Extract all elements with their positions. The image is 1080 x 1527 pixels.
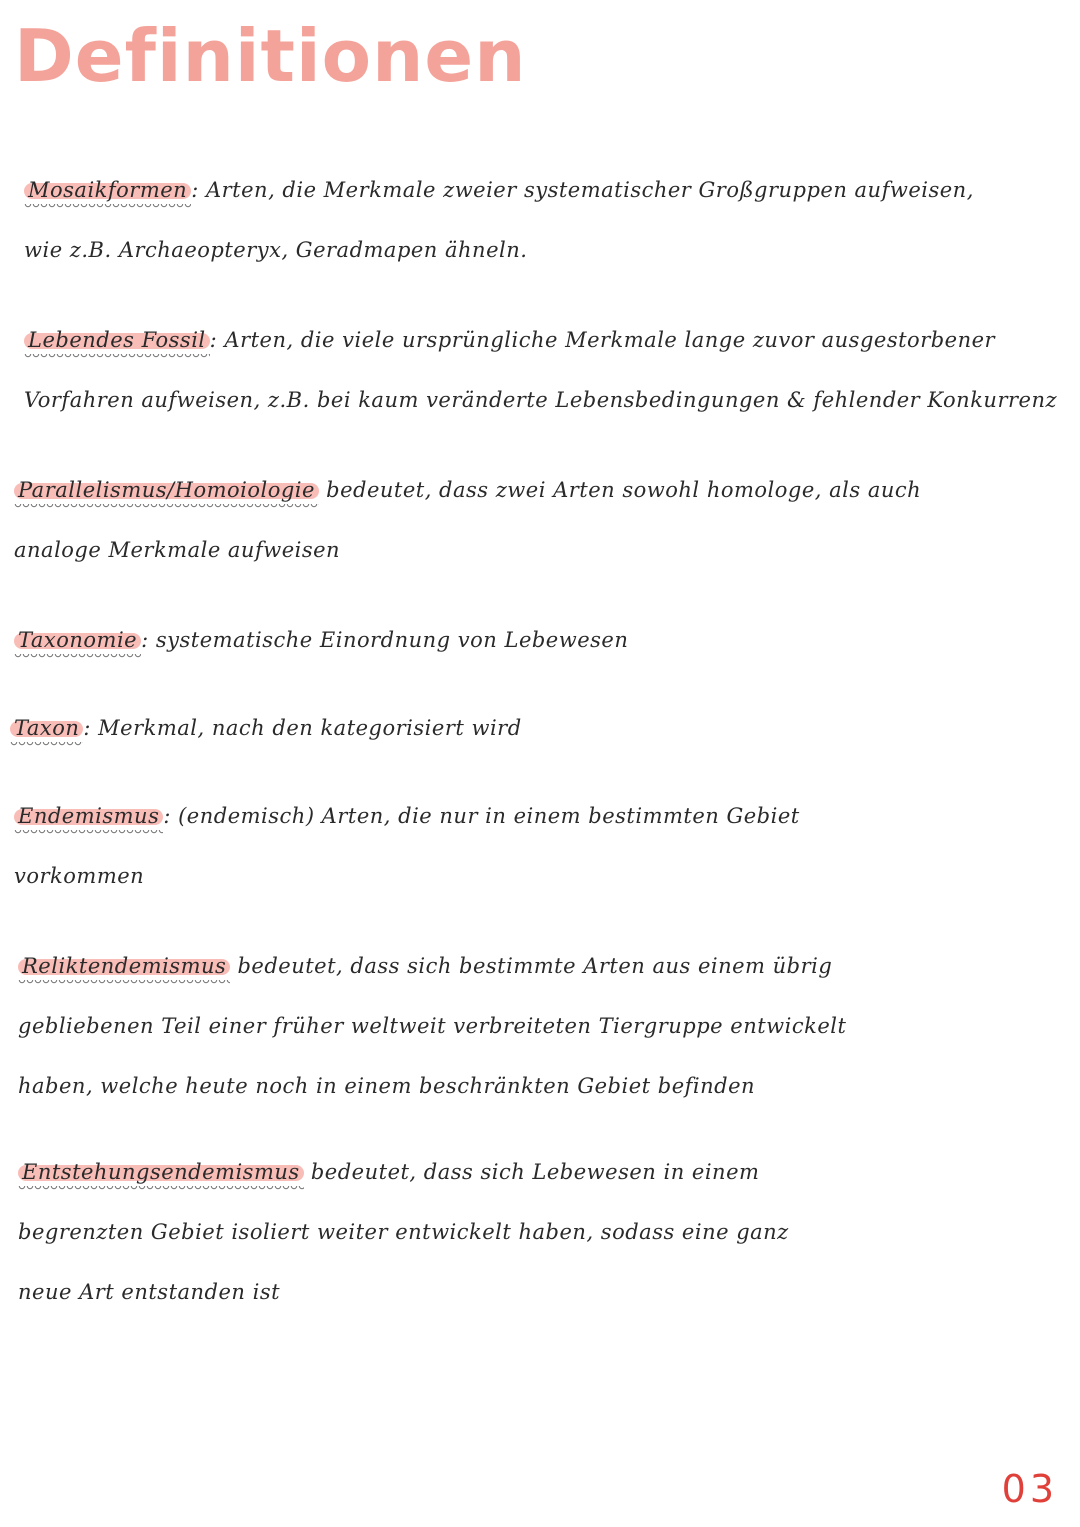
definition-line — [10, 698, 1080, 758]
definition-line — [24, 160, 1080, 220]
definition-text: analoge Merkmale aufweisen — [14, 538, 341, 562]
definition-text: vorkommen — [14, 864, 145, 888]
definition-reliktendemismus — [0, 936, 1080, 1116]
definition-text: : systematische Einordnung von Lebewesen — [141, 628, 629, 652]
definition-term: Mosaikformen — [24, 178, 191, 202]
page-title: Definitionen — [14, 14, 527, 98]
definition-text: neue Art entstanden ist — [18, 1280, 281, 1304]
definition-text: : (endemisch) Arten, die nur in einem bestimmten Gebiet — [163, 804, 800, 828]
definition-term: Entstehungsendemismus — [18, 1160, 304, 1184]
definition-line — [24, 310, 1080, 370]
definition-taxon — [0, 698, 1080, 758]
definition-text: : Arten, die viele ursprüngliche Merkmale lange zuvor ausgestorbener — [209, 328, 996, 352]
definition-term: Taxon — [10, 716, 83, 740]
definition-parallelismus — [0, 460, 1080, 580]
definition-text: haben, welche heute noch in einem beschränkten Gebiet befinden — [18, 1074, 756, 1098]
definition-text: : Merkmal, nach den kategorisiert wird — [83, 716, 522, 740]
definition-mosaikformen — [0, 160, 1080, 280]
definition-text: bedeutet, dass sich bestimmte Arten aus einem übrig — [230, 954, 833, 978]
definition-text: wie z.B. Archaeopteryx, Geradmapen ähneln. — [24, 238, 528, 262]
definition-taxonomie — [0, 610, 1080, 670]
definition-line — [18, 936, 1080, 996]
definition-lebendes-fossil — [0, 310, 1080, 430]
definition-text: gebliebenen Teil einer früher weltweit verbreiteten Tiergruppe entwickelt — [18, 1014, 847, 1038]
definition-term: Taxonomie — [14, 628, 141, 652]
definition-term: Reliktendemismus — [18, 954, 230, 978]
definition-line — [14, 610, 1080, 670]
definition-line — [18, 1142, 1080, 1202]
page-number: 03 — [1001, 1467, 1058, 1511]
definition-text: : Arten, die Merkmale zweier systematischer Großgruppen aufweisen, — [191, 178, 974, 202]
definition-endemismus — [0, 786, 1080, 906]
definition-term: Endemismus — [14, 804, 163, 828]
definition-line — [14, 786, 1080, 846]
definition-text: begrenzten Gebiet isoliert weiter entwickelt haben, sodass eine ganz — [18, 1220, 789, 1244]
definition-line — [14, 460, 1080, 520]
definition-text: bedeutet, dass zwei Arten sowohl homologe, als auch — [318, 478, 922, 502]
definition-term: Lebendes Fossil — [24, 328, 210, 352]
definition-text: Vorfahren aufweisen, z.B. bei kaum veränderte Lebensbedingungen & fehlender Konkurrenz — [24, 388, 1058, 412]
definition-text: bedeutet, dass sich Lebewesen in einem — [303, 1160, 760, 1184]
definition-term: Parallelismus/Homoiologie — [14, 478, 319, 502]
definition-entstehungsendemismus — [0, 1142, 1080, 1322]
